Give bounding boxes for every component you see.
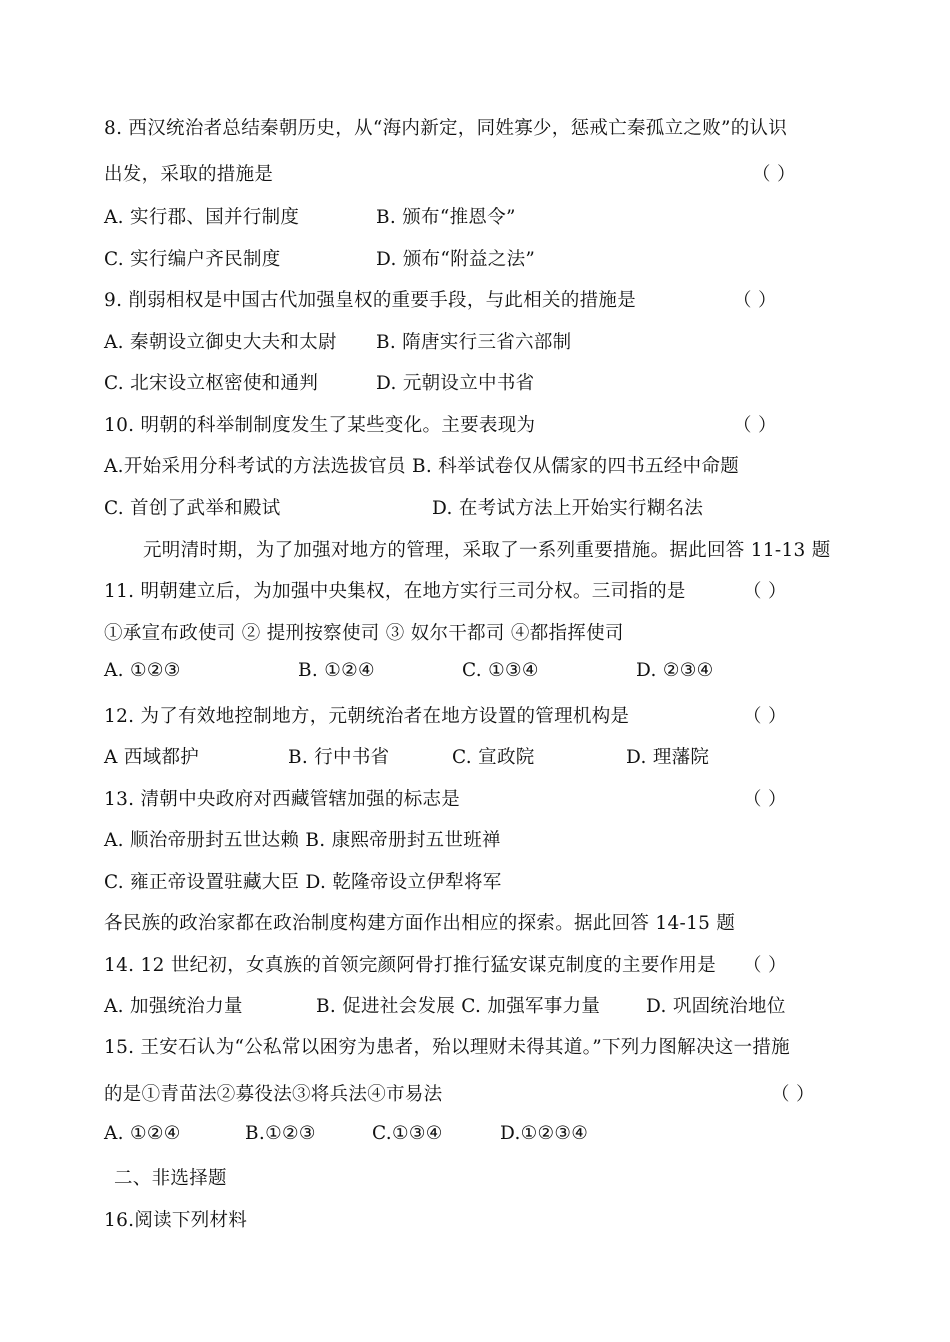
q13-answer-paren: （ ）: [743, 789, 787, 810]
q15-option-b: B.①②③: [245, 1123, 316, 1144]
q16-stem: 16.阅读下列材料: [104, 1210, 248, 1231]
q12-option-a: A 西域都护: [104, 747, 200, 768]
q12-answer-paren: （ ）: [743, 706, 787, 727]
q12-stem: 12. 为了有效地控制地方，元朝统治者在地方设置的管理机构是: [104, 706, 630, 727]
q13-options-ab: A. 顺治帝册封五世达赖 B. 康熙帝册封五世班禅: [104, 830, 501, 851]
q10-stem: 10. 明朝的科举制制度发生了某些变化。主要表现为: [104, 415, 536, 436]
q11-stem: 11. 明朝建立后，为加强中央集权，在地方实行三司分权。三司指的是: [104, 581, 686, 602]
q15-stem-line-2: 的是①青苗法②募役法③将兵法④市易法: [104, 1084, 443, 1105]
q8-stem-line-2: 出发，采取的措施是: [104, 164, 274, 185]
q9-option-a: A. 秦朝设立御史大夫和太尉: [104, 332, 337, 353]
q8-option-a: A. 实行郡、国并行制度: [104, 207, 300, 228]
q9-answer-paren: （ ）: [733, 290, 777, 311]
q15-option-a: A. ①②④: [104, 1123, 181, 1144]
q11-items: ①承宣布政使司 ② 提刑按察使司 ③ 奴尔干都司 ④都指挥使司: [104, 623, 624, 644]
q11-option-a: A. ①②③: [104, 660, 181, 681]
q14-option-a: A. 加强统治力量: [104, 996, 243, 1017]
q8-option-d: D. 颁布“附益之法”: [376, 249, 536, 270]
q11-option-c: C. ①③④: [462, 660, 539, 681]
q10-answer-paren: （ ）: [733, 415, 777, 436]
q8-option-b: B. 颁布“推恩令”: [376, 207, 516, 228]
q15-stem-line-1: 15. 王安石认为“公私常以困穷为患者，殆以理财未得其道。”下列力图解决这一措施: [104, 1037, 790, 1058]
intro-14-15: 各民族的政治家都在政治制度构建方面作出相应的探索。据此回答 14-15 题: [104, 913, 736, 934]
q10-option-d: D. 在考试方法上开始实行糊名法: [432, 498, 704, 519]
q15-answer-paren: （ ）: [771, 1084, 815, 1105]
q9-stem: 9. 削弱相权是中国古代加强皇权的重要手段，与此相关的措施是: [104, 290, 637, 311]
q9-option-c: C. 北宋设立枢密使和通判: [104, 373, 319, 394]
q11-option-b: B. ①②④: [298, 660, 375, 681]
q10-option-c: C. 首创了武举和殿试: [104, 498, 281, 519]
q12-option-c: C. 宣政院: [452, 747, 535, 768]
q12-option-b: B. 行中书省: [288, 747, 390, 768]
q12-option-d: D. 理藩院: [626, 747, 710, 768]
q14-stem: 14. 12 世纪初，女真族的首领完颜阿骨打推行猛安谋克制度的主要作用是: [104, 955, 717, 976]
q8-option-c: C. 实行编户齐民制度: [104, 249, 281, 270]
section-2-heading: 二、非选择题: [114, 1168, 227, 1189]
q14-options-bc: B. 促进社会发展 C. 加强军事力量: [316, 996, 601, 1017]
q11-answer-paren: （ ）: [743, 581, 787, 602]
q9-option-b: B. 隋唐实行三省六部制: [376, 332, 572, 353]
q15-option-c: C.①③④: [372, 1123, 443, 1144]
q13-stem: 13. 清朝中央政府对西藏管辖加强的标志是: [104, 789, 461, 810]
intro-11-13: 元明清时期，为了加强对地方的管理，采取了一系列重要措施。据此回答 11-13 题: [143, 540, 831, 561]
q9-option-d: D. 元朝设立中书省: [376, 373, 535, 394]
q14-option-d: D. 巩固统治地位: [646, 996, 786, 1017]
q8-answer-paren: （ ）: [752, 164, 796, 185]
q10-options-ab: A.开始采用分科考试的方法选拔官员 B. 科举试卷仅从儒家的四书五经中命题: [104, 456, 740, 477]
q13-options-cd: C. 雍正帝设置驻藏大臣 D. 乾隆帝设立伊犁将军: [104, 872, 502, 893]
q15-option-d: D.①②③④: [500, 1123, 589, 1144]
q11-option-d: D. ②③④: [636, 660, 714, 681]
q8-stem-line-1: 8. 西汉统治者总结秦朝历史，从“海内新定，同姓寡少，惩戒亡秦孤立之败”的认识: [104, 118, 788, 139]
q14-answer-paren: （ ）: [743, 955, 787, 976]
